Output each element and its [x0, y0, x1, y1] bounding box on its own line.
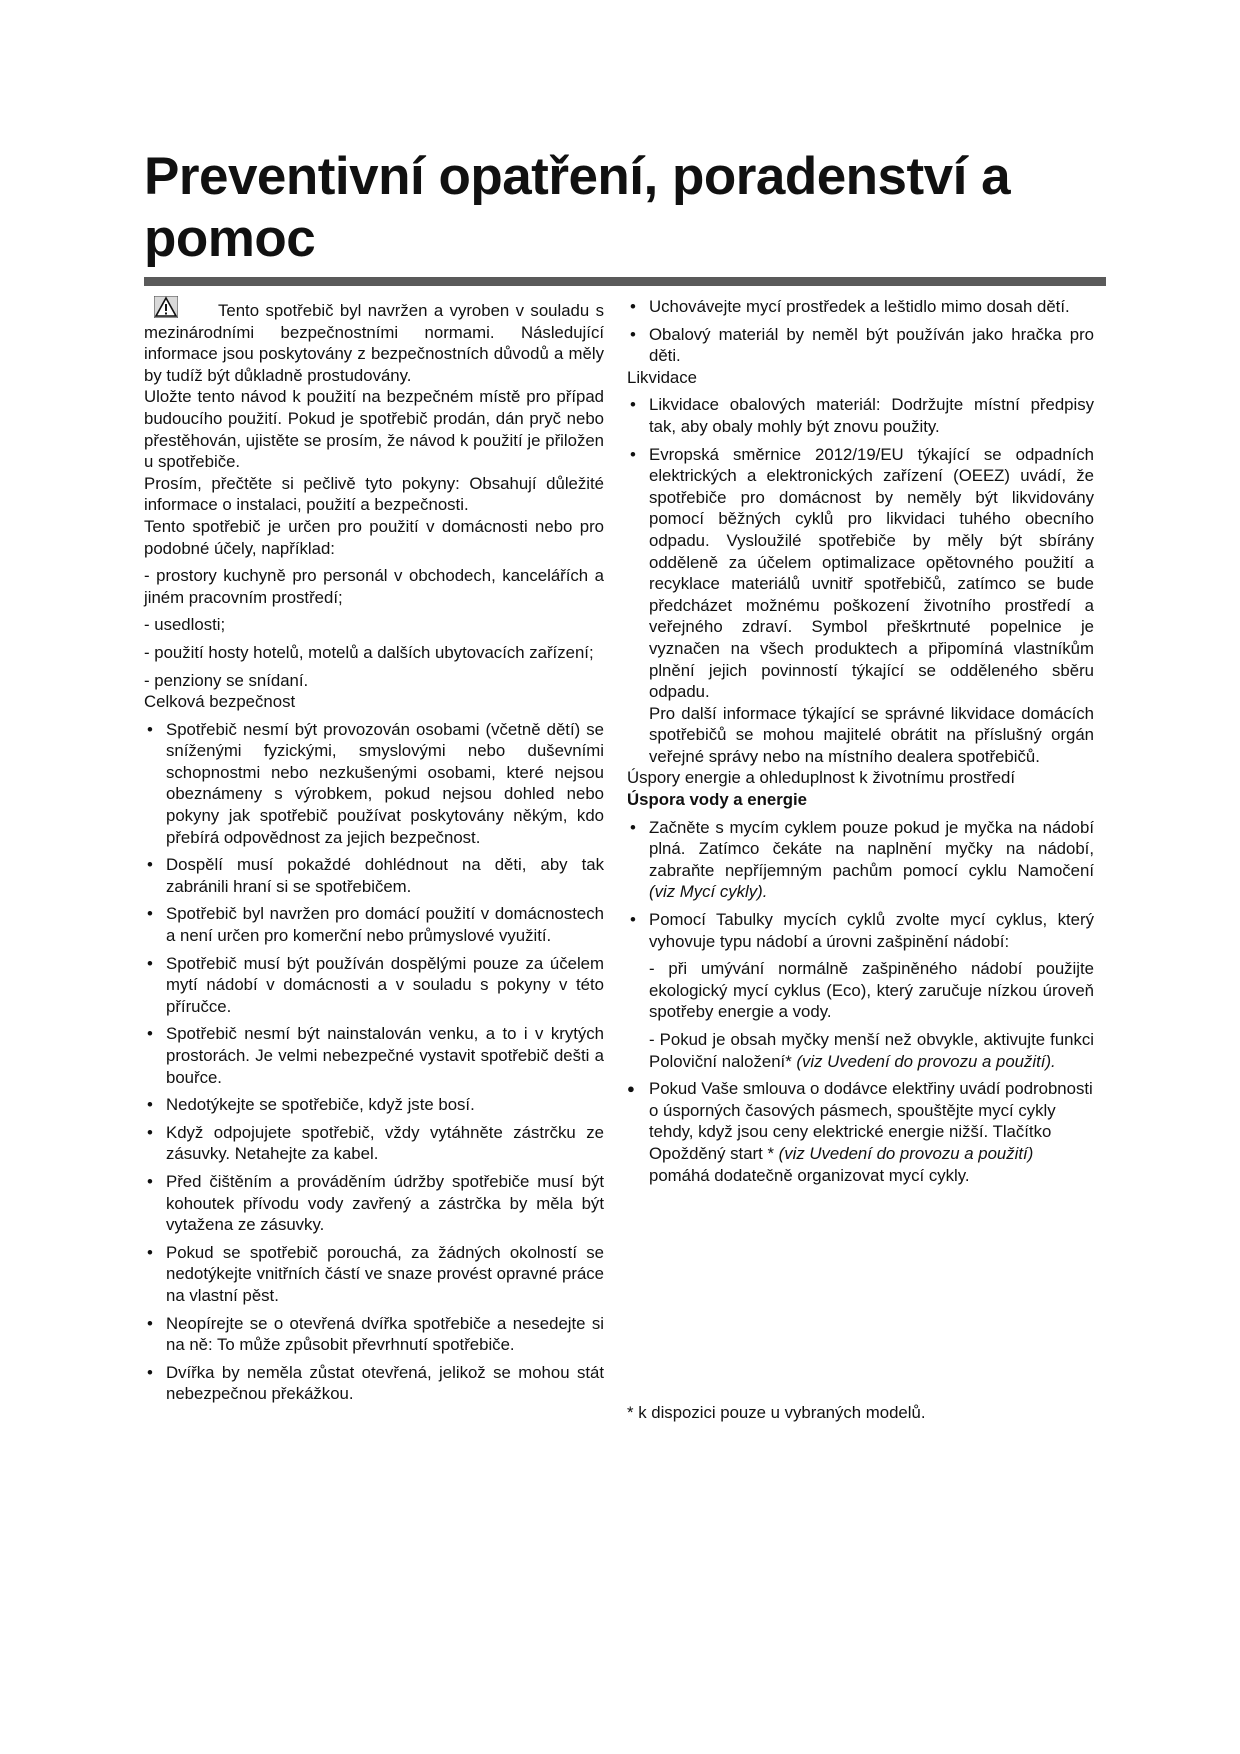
list-item: • Spotřebič musí být používán dospělými pouze za účelem mytí nádobí v domácnosti a v souladu s pokyny v této příručce.: [144, 953, 604, 1018]
list-item-text: Začněte s mycím cyklem pouze pokud je myčka na nádobí plná. Zatímco čekáte na naplnění myčky na nádobí, zabraňte nepříjemným pachům pomocí cyklu Namočení: [649, 817, 1094, 880]
list-item: • Před čištěním a prováděním údržby spotřebiče musí být kohoutek přívodu vody zavřený a zástrčka by měla být vytažena ze zásuvky.: [144, 1171, 604, 1236]
water-energy-heading: Úspora vody a energie: [627, 790, 807, 810]
list-item: • Neopírejte se o otevřená dvířka spotřebiče a nesedejte si na ně: To může způsobit převrhnutí spotřebiče.: [144, 1313, 604, 1356]
list-item: • Obalový materiál by neměl být používán jako hračka pro děti.: [627, 324, 1094, 367]
list-item: • Uchovávejte mycí prostředek a leštidlo mimo dosah dětí.: [627, 296, 1094, 318]
use-item: - prostory kuchyně pro personál v obchodech, kancelářích a jiném pracovním prostředí;: [144, 566, 604, 607]
list-item: • Dvířka by neměla zůstat otevřená, jelikož se mohou stát nebezpečnou překážkou.: [144, 1362, 604, 1405]
right-column: [627, 296, 1094, 1186]
list-item: [627, 909, 1094, 1072]
intro-text: Tento spotřebič byl navržen a vyroben v souladu s mezinárodními bezpečnostními normami. Následující informace jsou poskytovány z bezpečnostních důvodů a měly by tudíž být důkladně prostudovány.: [144, 301, 604, 385]
sub-item: [649, 1029, 1094, 1072]
footnote: * k dispozici pouze u vybraných modelů.: [627, 1403, 926, 1422]
list-item: • Dospělí musí pokaždé dohlédnout na děti, aby tak zabránili hraní si se spotřebičem.: [144, 854, 604, 897]
sub-item-reference: (viz Uvedení do provozu a použití).: [796, 1051, 1056, 1071]
list-item-reference: (viz Uvedení do provozu a použití): [778, 1143, 1034, 1163]
disposal-list: [627, 394, 1094, 702]
list-item: • Evropská směrnice 2012/19/EU týkající se odpadních elektrických a elektronických zařízení (OEEZ) uvádí, že spotřebiče pro domácnost by neměly být likvidovány pomocí běžných cyklů pro likvidaci tuhého obecního odpadu. Vysloužilé spotřebiče by měly být sbírány odděleně za účelem optimalizace opětovného použití a recyklace materiálů uvnitř spotřebičů, zatímco se bude předcházet možnému poškození životního prostředí a veřejného zdraví. Symbol přeškrtnuté popelnice je vyznačen na všech produktech a připomíná vlastníkům plnění jejich povinností týkající se odděleného sběru odpadu.: [627, 444, 1094, 703]
intro-paragraph: [144, 296, 604, 386]
children-safety-list: [627, 296, 1094, 367]
energy-heading: Úspory energie a ohleduplnost k životnímu prostředí: [627, 768, 1016, 788]
use-item: - penziony se snídaní.: [144, 670, 309, 690]
list-item: • Spotřebič nesmí být provozován osobami (včetně dětí) se sníženými fyzickými, smyslovými nebo duševními schopnostmi nebo nezkušenými osobami, které nejsou obeznámeny s výrobkem, pokud nejsou dohled nebo pokyny jak spotřebič používat poskytovány někým, kdo přebírá odpovědnost za jejich bezpečnost.: [144, 719, 604, 849]
sub-item-text: - Pokud je obsah myčky menší než obvykle, aktivujte funkci Poloviční naložení*: [649, 1030, 1094, 1071]
disposal-heading: Likvidace: [627, 367, 697, 387]
list-item: [627, 817, 1094, 903]
use-item: - použití hosty hotelů, motelů a dalších ubytovacích zařízení;: [144, 642, 594, 662]
energy-list: [627, 817, 1094, 1187]
read-instructions-paragraph: Prosím, přečtěte si pečlivě tyto pokyny: Obsahují důležité informace o instalaci, použití a bezpečnosti.: [144, 473, 604, 515]
list-item-text: Pokud Vaše smlouva o dodávce elektřiny uvádí podrobnosti o úsporných časových pásmech, spouštějte mycí cykly tehdy, když jsou ceny elektrické energie nižší. Tlačítko Opožděný start *: [649, 1079, 1093, 1163]
safety-heading: Celková bezpečnost: [144, 692, 296, 712]
list-item: • Spotřebič byl navržen pro domácí použití v domácnostech a není určen pro komerční nebo průmyslové využití.: [144, 903, 604, 946]
sub-item: - při umývání normálně zašpiněného nádobí použijte ekologický mycí cyklus (Eco), který zaručuje nízkou úroveň spotřeby energie a vody.: [649, 959, 1094, 1022]
store-manual-paragraph: Uložte tento návod k použití na bezpečném místě pro případ budoucího použití. Pokud je spotřebič prodán, dán pryč nebo přestěhován, ujistěte se prosím, že návod k použití je přiložen u spotřebiče.: [144, 387, 604, 472]
use-item: - usedlosti;: [144, 615, 226, 635]
warning-triangle-icon: [154, 296, 178, 318]
disposal-extra-paragraph: Pro další informace týkající se správné likvidace domácích spotřebičů se mohou majitelé obrátit na příslušný orgán veřejné správy nebo na místního dealera spotřebičů.: [649, 703, 1094, 766]
intended-use-paragraph: Tento spotřebič je určen pro použití v domácnosti nebo pro podobné účely, například:: [144, 516, 604, 558]
page-title: Preventivní opatření, poradenství a pomoc: [144, 147, 1011, 268]
list-item: [627, 1078, 1094, 1186]
list-item-text: Pomocí Tabulky mycích cyklů zvolte mycí cyklus, který vyhovuje typu nádobí a úrovni zašpinění nádobí:: [649, 910, 1094, 951]
left-column: [144, 296, 604, 1405]
list-item-reference: (viz Mycí cykly).: [649, 882, 768, 902]
list-item: • Spotřebič nesmí být nainstalován venku, a to i v krytých prostorách. Je velmi nebezpečné vystavit spotřebič dešti a bouřce.: [144, 1023, 604, 1088]
list-item: • Pokud se spotřebič porouchá, za žádných okolností se nedotýkejte vnitřních částí ve snaze provést opravné práce na vlastní pěst.: [144, 1242, 604, 1307]
list-item-text: pomáhá dodatečně organizovat mycí cykly.: [649, 1165, 970, 1185]
list-item: • Likvidace obalových materiál: Dodržujte místní předpisy tak, aby obaly mohly být znovu použity.: [627, 394, 1094, 437]
list-item: • Když odpojujete spotřebič, vždy vytáhněte zástrčku ze zásuvky. Netahejte za kabel.: [144, 1122, 604, 1165]
title-divider: [144, 277, 1106, 286]
list-item: • Nedotýkejte se spotřebiče, když jste bosí.: [144, 1094, 604, 1116]
safety-list: [144, 719, 604, 1405]
